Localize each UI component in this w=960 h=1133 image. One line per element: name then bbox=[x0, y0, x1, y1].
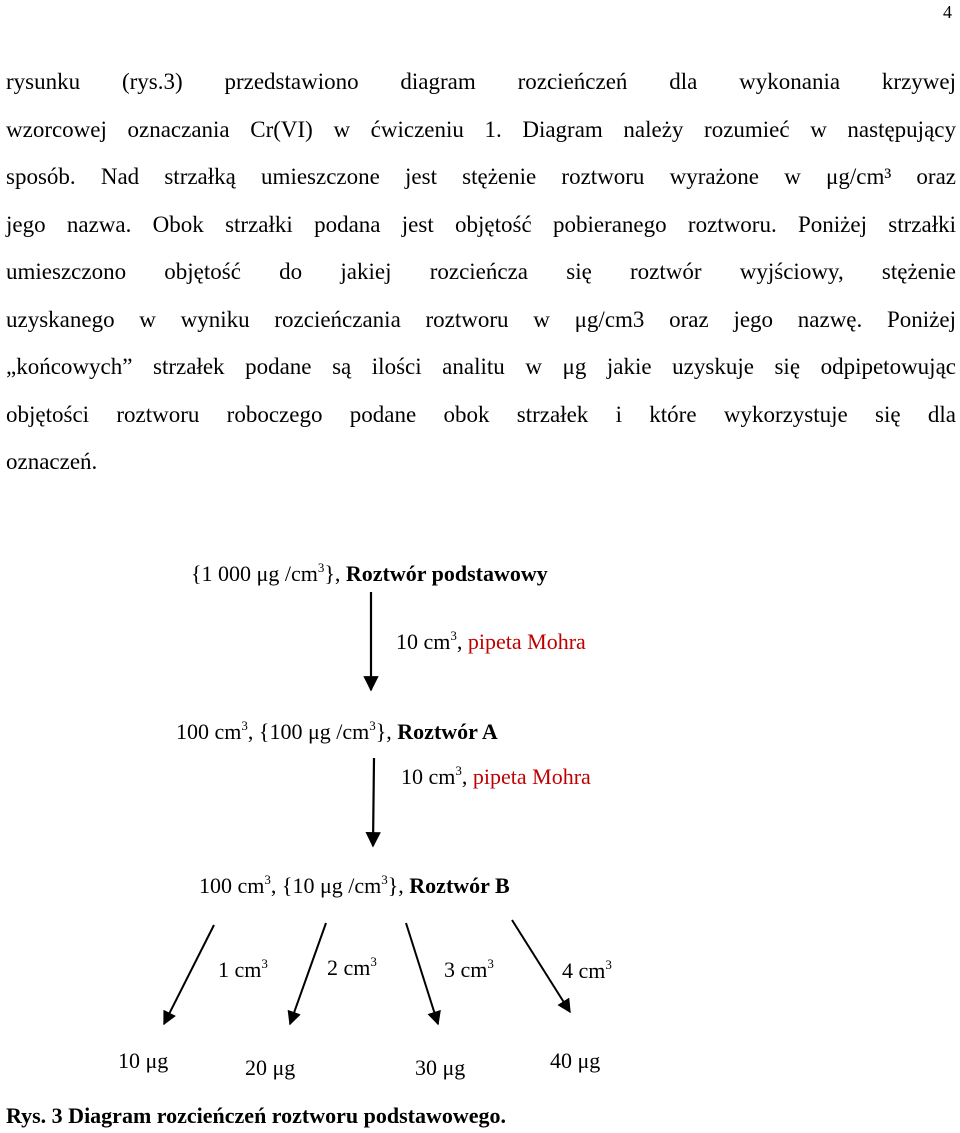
arrow-a-to-b bbox=[373, 758, 374, 846]
aliquot-amount-4: 40 μg bbox=[550, 1048, 601, 1073]
paragraph-line: oznaczeń. bbox=[6, 449, 98, 474]
paragraph-line: jego nazwa. Obok strzałki podana jest objętość pobieranego roztworu. Poniżej strzałki bbox=[6, 211, 956, 237]
aliquot-amount-3: 30 μg bbox=[415, 1055, 466, 1080]
aliquot-volume-1: 1 $cm^3$ bbox=[218, 956, 268, 982]
arrow-aliquot-1 bbox=[164, 925, 214, 1024]
paragraph-line: wzorcowej oznaczania Cr(VI) w ćwiczeniu 1. Diagram należy rozumieć w następujący bbox=[6, 116, 956, 142]
arrow-aliquot-2 bbox=[290, 923, 326, 1024]
paragraph-line: „końcowych” strzałek podane są ilości analitu w μg jakie uzyskuje się odpipetowując bbox=[6, 354, 956, 379]
aliquot-volume-3: 3 $cm^3$ bbox=[444, 956, 494, 982]
aliquot-amount-1: 10 μg bbox=[118, 1048, 169, 1073]
figure-caption: Rys. 3 Diagram rozcieńczeń roztworu podstawowego. bbox=[6, 1103, 507, 1128]
solution-a-label: 100 $cm^3$, {100 μg $/cm^3$}, Roztwór A bbox=[176, 718, 498, 744]
stock-solution-label: {1 000 μg $/cm^3$}, Roztwór podstawowy bbox=[191, 560, 548, 586]
solution-b-label: 100 $cm^3$, {10 μg $/cm^3$}, Roztwór B bbox=[199, 872, 510, 898]
aliquot-amount-2: 20 μg bbox=[245, 1055, 296, 1080]
paragraph-line: objętości roztworu roboczego podane obok strzałek i które wykorzystuje się dla bbox=[6, 401, 956, 427]
paragraph-line: rysunku (rys.3) przedstawiono diagram rozcieńczeń dla wykonania krzywej bbox=[6, 69, 956, 94]
step1-volume-label: 10 $cm^3$, pipeta Mohra bbox=[396, 628, 586, 654]
paragraph-line: sposób. Nad strzałką umieszczone jest stężenie roztworu wyrażone w μg/cm³ oraz bbox=[6, 164, 956, 189]
aliquot-volume-2: 2 $cm^3$ bbox=[327, 954, 377, 980]
paragraph-line: umieszczono objętość do jakiej rozcieńcza się roztwór wyjściowy, stężenie bbox=[6, 259, 956, 284]
arrow-aliquot-3 bbox=[406, 923, 438, 1024]
page-number: 4 bbox=[943, 2, 952, 22]
step2-volume-label: 10 $cm^3$, pipeta Mohra bbox=[401, 763, 591, 789]
paragraph-line: uzyskanego w wyniku rozcieńczania roztworu w μg/cm3 oraz jego nazwę. Poniżej bbox=[6, 306, 956, 332]
aliquot-volume-4: 4 $cm^3$ bbox=[562, 957, 612, 983]
